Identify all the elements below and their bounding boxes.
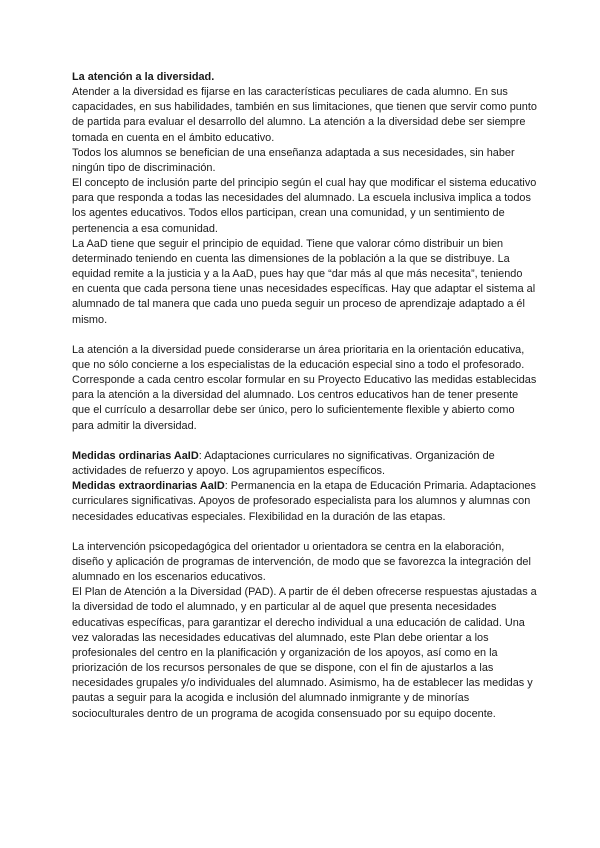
ordinary-measures-text: : Adaptaciones curriculares no significativas. Organización de actividades de refuerzo y apoyo. Los agrupamientos específicos. [72,449,495,478]
document-page [72,70,537,722]
ordinary-measures-label: Medidas ordinarias AaID [72,449,199,462]
paragraph-spacer [72,525,537,540]
paragraph-pad: El Plan de Atención a la Diversidad (PAD). A partir de él deben ofrecerse respuestas ajustadas a la diversidad de todo el alumnado, y en particular al de aquel que presenta necesidades educativas específicas, para garantizar el derecho individual a una educación de calidad. Una vez valoradas las necesidades educativas del alumnado, este Plan debe orientar a los profesionales del centro en la planificación y organización de los apoyos, así como en la priorización de los recursos personales de que se dispone, con el fin de ajustarlos a las necesidades grupales y/o individuales del alumnado. Asimismo, ha de establecer las medidas y pautas a seguir para la acogida e inclusión del alumnado inmigrante y de minorías socioculturales dentro de un programa de acogida consensuado por su equipo docente. [72,586,537,720]
extraordinary-measures [72,479,537,524]
paragraph-equity: La AaD tiene que seguir el principio de equidad. Tiene que valorar cómo distribuir un bien determinado teniendo en cuenta las dimensiones de la población a la que se distribuye. La equidad remite a la justicia y a la AaD, pues hay que “dar más al que más necesita”, teniendo en cuenta que cada persona tiene unas necesidades específicas. Hay que adaptar el sistema al alumnado de tal manera que cada uno pueda seguir un proceso de aprendizaje adaptado a él mismo. [72,237,536,326]
extraordinary-measures-label: Medidas extraordinarias AaID [72,480,225,493]
paragraph-spacer [72,434,537,449]
paragraph-benefit: Todos los alumnos se benefician de una enseñanza adaptada a sus necesidades, sin haber ningún tipo de discriminación. [72,146,515,174]
extraordinary-measures-text: : Permanencia en la etapa de Educación Primaria. Adaptaciones curriculares significativas. Apoyos de profesorado especialista para los alumnos y alumnas con necesidades educativas especiales. Flexibilidad en la duración de las etapas. [72,480,536,523]
paragraph-priority-area: La atención a la diversidad puede considerarse un área prioritaria en la orientación educativa, que no sólo concierne a los especialistas de la educación especial sino a todo el profesorado. Corresponde a cada centro escolar formular en su Proyecto Educativo las medidas establecidas para la atención a la diversidad del alumnado. Los centros educativos han de tener presente que el currículo a desarrollar debe ser único, pero lo suficientemente flexible y abierto como para admitir la diversidad. [72,343,537,432]
ordinary-measures [72,449,537,479]
paragraph-inclusion: El concepto de inclusión parte del principio según el cual hay que modificar el sistema educativo para que responda a todas las necesidades del alumnado. La escuela inclusiva implica a todos los agentes educativos. Todos ellos participan, crean una comunidad, y un sentimiento de pertenencia a esa comunidad. [72,177,537,235]
document-title: La atención a la diversidad. [72,71,215,83]
paragraph-definition: Atender a la diversidad es fijarse en las características peculiares de cada alumno. En sus capacidades, en sus habilidades, también en sus limitaciones, que tienen que servir como punto de partida para evaluar el desarrollo del alumno. La atención a la diversidad debe ser siempre tomada en cuenta en el ámbito educativo. [72,86,537,144]
paragraph-spacer [72,328,537,343]
paragraph-intervention: La intervención psicopedagógica del orientador u orientadora se centra en la elaboración, diseño y aplicación de programas de intervención, de modo que se favorezca la integración del alumnado en los escenarios educativos. [72,540,531,584]
